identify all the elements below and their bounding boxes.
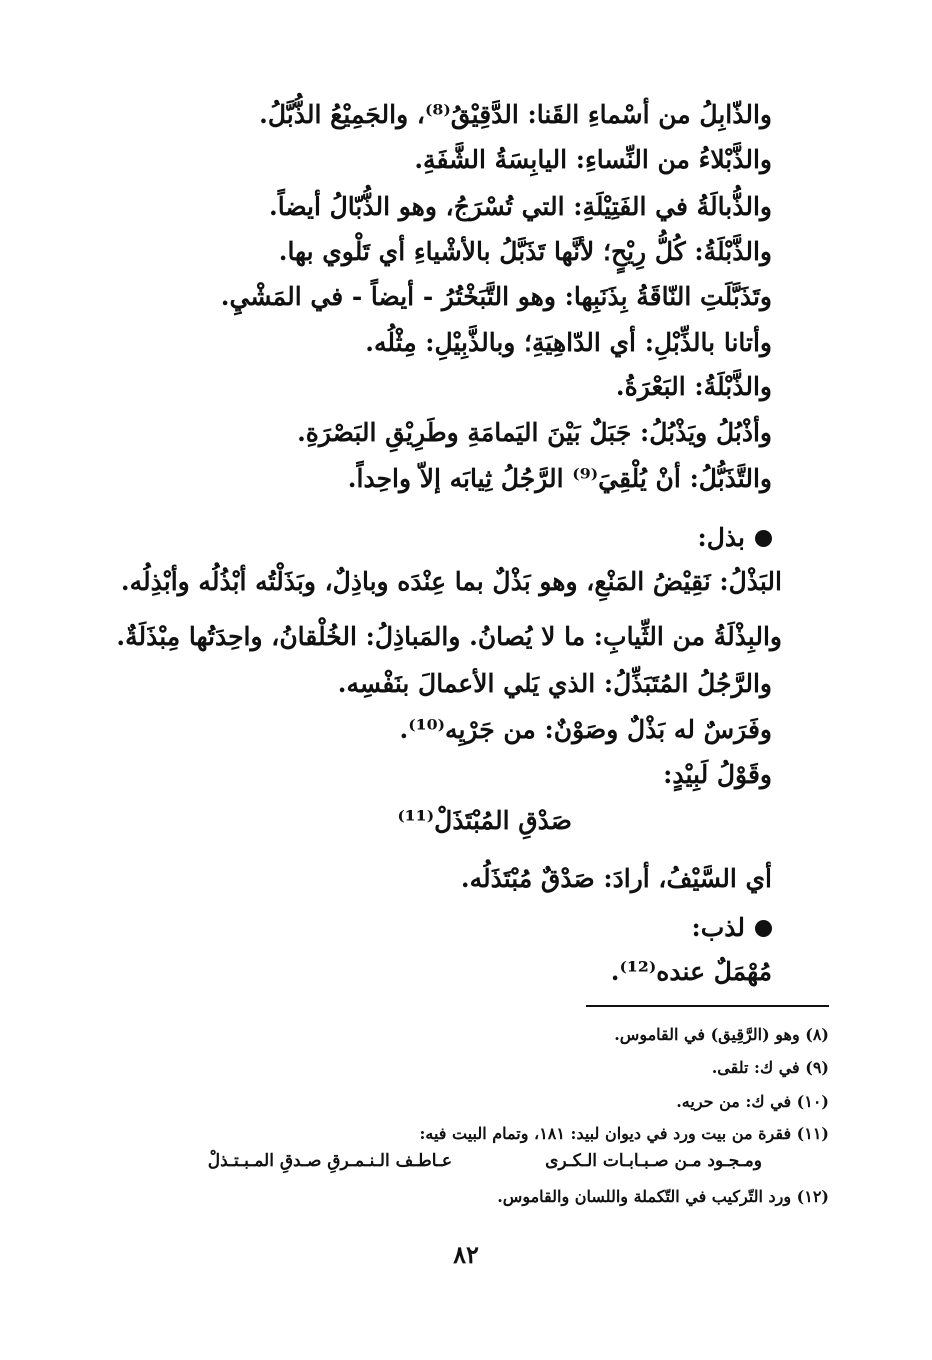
bullet-icon xyxy=(755,920,772,937)
entry-line: والذَّبْلَةُ: كُلُّ رِيْحٍ؛ لأنَّها تَذَبَّلُ بالأشْياءِ أي تَلْوي بها. xyxy=(278,237,772,266)
entry-line: والرَّجُلُ المُتَبَذِّلُ: الذي يَلي الأعمالَ بنَفْسِه. xyxy=(337,669,772,698)
footnote: (٩) في ك: تلقى. xyxy=(711,1058,829,1077)
footnote: (١٠) في ك: من حريه. xyxy=(676,1092,829,1111)
entry-line: وتَذَبَّلَتِ النّاقَةُ بِذَنَبِها: وهو التَّبَخْتُرُ - أيضاً - في المَشْيِ. xyxy=(220,282,772,311)
entry-line: والذَّبْلَةُ: البَعْرَةُ. xyxy=(615,372,772,401)
section-heading-text: بذل: xyxy=(697,523,745,552)
entry-line: وفَرَسٌ له بَذْلٌ وصَوْنٌ: من جَرْيِه⁽¹⁰⁾. xyxy=(399,715,772,744)
footnote-verse-second: عـاطـف الـنـمـرقِ صـدقِ المـبـتـذلْ xyxy=(207,1151,452,1171)
entry-line: وأذْبُلُ ويَذْبُلُ: جَبَلٌ بَيْنَ اليَمامَةِ وطَرِيْقِ البَصْرَةِ. xyxy=(297,418,772,447)
entry-line: وأتانا بالذِّبْلِ: أي الدّاهِيَةِ؛ وبالذَّبِيْلِ: مِثْلُه. xyxy=(365,328,772,357)
footnote: (١٢) ورد التّركيب في التّكملة واللسان والقاموس. xyxy=(497,1187,829,1206)
page-number: ٨٢ xyxy=(453,1240,479,1269)
footnote: (١١) فقرة من بيت ورد في ديوان لبيد: ١٨١، وتمام البيت فيه: xyxy=(419,1124,829,1143)
section-heading-badhl xyxy=(698,521,772,555)
entry-line: والبِذْلَةُ من الثِّيابِ: ما لا يُصانُ. والمَباذِلُ: الخُلْقانُ، واحِدَتُها مِبْذَلَةٌ. xyxy=(116,622,782,651)
entry-line: أي السَّيْفُ، أرادَ: صَدْقٌ مُبْتَذَلُه. xyxy=(460,864,772,893)
footnote-verse-first: ومـجـود مـن صـبـابـات الـكـرى xyxy=(545,1151,762,1171)
entry-line: البَذْلُ: نَقِيْضُ المَنْعِ، وهو بَذْلٌ بما عِنْدَه وباذِلٌ، وبَذَلْتُه أبْذُلُه وأبْذِلُه. xyxy=(120,567,782,596)
footnote: (٨) وهو (الرَّقِيق) في القاموس. xyxy=(614,1025,829,1044)
poem-verse: صَدْقِ المُبْتَذَلْ⁽¹¹⁾ xyxy=(397,806,572,835)
entry-line: والذُّبالَةُ في الفَتِيْلَةِ: التي تُسْرَجُ، وهو الذُّبّالُ أيضاً. xyxy=(269,192,772,221)
section-heading-ladhab xyxy=(691,911,772,945)
entry-line: وقَوْلُ لَبِيْدٍ: xyxy=(663,760,772,789)
entry-line: والتَّذَبُّلُ: أنْ يُلْقِيَ⁽⁹⁾ الرَّجُلُ ثِيابَه إلاّ واحِداً. xyxy=(347,464,772,493)
bullet-icon xyxy=(755,530,772,547)
entry-line: مُهْمَلٌ عنده⁽¹²⁾. xyxy=(610,957,772,986)
footnote-divider xyxy=(586,1005,829,1007)
entry-line: والذَّبْلاءُ من النِّساءِ: اليابِسَةُ الشَّفَةِ. xyxy=(414,145,772,174)
entry-line: والذّابِلُ من أسْماءِ القَنا: الدَّقِيْقُ⁽⁸⁾، والجَمِيْعُ الذُّبَّلُ. xyxy=(259,100,772,129)
section-heading-text: لذب: xyxy=(691,913,745,942)
